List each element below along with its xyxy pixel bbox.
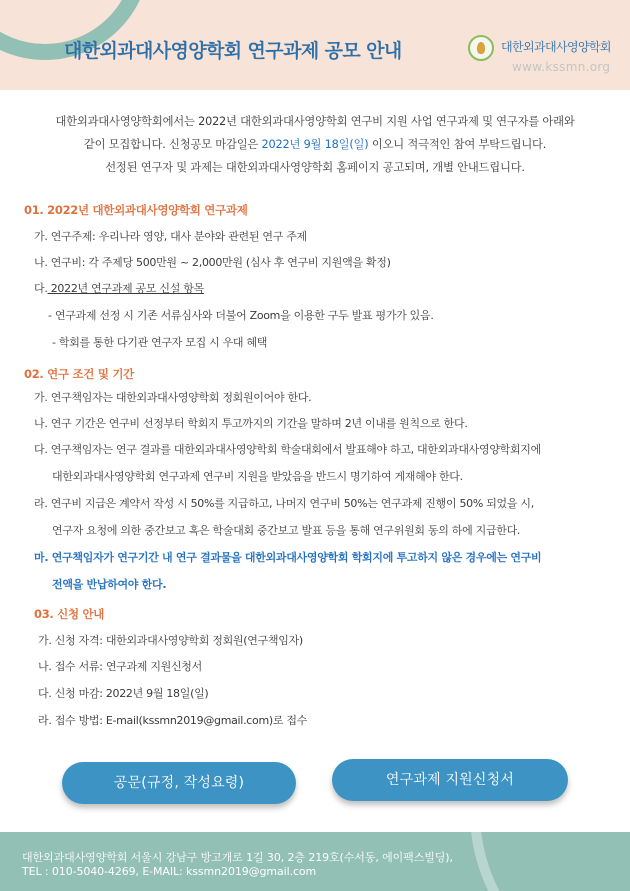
section-2-item-b: 나. 연구 기간은 연구비 선정부터 학회지 투고까지의 기간을 말하며 2년 이내를 원칙으로 한다. xyxy=(34,417,468,430)
section-2-item-c-line-1: 다. 연구책임자는 연구 결과를 대한외과대사영양학회 학술대회에서 발표해야 하고, 대한외과대사영양학회지에 xyxy=(34,443,541,456)
society-website-url[interactable]: www.kssmn.org xyxy=(512,60,611,74)
intro-line-1: 대한외과대사영양학회에서는 2022년 대한외과대사영양학회 연구비 지원 사업 연구과제 및 연구자를 아래와 xyxy=(55,115,575,128)
intro-line-2-start: 같이 모집합니다. 신청공모 마감일은 xyxy=(83,138,262,151)
section-1-title: 01. 2022년 대한외과대사영양학회 연구과제 xyxy=(24,203,248,217)
page-header xyxy=(0,0,630,90)
deadline-highlight: 2022년 9월 18일(일) xyxy=(261,138,369,151)
intro-line-2-end: 이오니 적극적인 참여 부탁드립니다. xyxy=(368,138,547,151)
section-1-item-b: 나. 연구비: 각 주제당 500만원 ~ 2,000만원 (심사 후 연구비 지원액을 확정) xyxy=(34,256,391,269)
section-3-item-a: 가. 신청 자격: 대한외과대사영양학회 정회원(연구책임자) xyxy=(38,634,303,647)
section-1-item-c-prefix: 다. xyxy=(34,282,48,295)
intro-paragraph xyxy=(18,110,612,179)
section-2-item-e-line-2: 전액을 반납하여야 한다. xyxy=(52,578,167,591)
footer-decorative-arc xyxy=(470,832,630,891)
section-3-item-b: 나. 접수 서류: 연구과제 지원신청서 xyxy=(38,660,202,673)
intro-line-2 xyxy=(18,133,612,156)
section-2-item-d-line-1: 라. 연구비 지급은 계약서 작성 시 50%를 지급하고, 나머지 연구비 50%는 연구과제 진행이 50% 되었을 시, xyxy=(34,497,534,510)
section-1-subitem-2: - 학회를 통한 다기관 연구자 모집 시 우대 혜택 xyxy=(52,336,268,349)
section-3-item-d: 라. 접수 방법: E-mail(kssmn2019@gmail.com)로 접수 xyxy=(38,714,308,727)
society-emblem-icon xyxy=(468,35,494,61)
section-2-item-e-line-1: 마. 연구책임자가 연구기간 내 연구 결과물을 대한외과대사영양학회 학회지에 투고하지 않은 경우에는 연구비 xyxy=(34,551,542,564)
section-2-item-d-line-2: 연구자 요청에 의한 중간보고 혹은 학술대회 중간보고 발표 등을 통해 연구위원회 동의 하에 지급한다. xyxy=(52,524,521,537)
section-2-item-a: 가. 연구책임자는 대한외과대사영양학회 정회원이어야 한다. xyxy=(34,391,312,404)
footer-address: 대한외과대사영양학회 서울시 강남구 방고개로 1길 30, 2층 219호(수서동, 에이팩스빌딩), xyxy=(22,851,453,864)
intro-line-3: 선정된 연구자 및 과제는 대한외과대사영양학회 홈페이지 공고되며, 개별 안내드립니다. xyxy=(105,161,525,174)
rules-document-button[interactable]: 공문(규정, 작성요령) xyxy=(62,762,296,804)
section-1-subitem-1: - 연구과제 선정 시 기존 서류심사와 더불어 Zoom을 이용한 구두 발표 평가가 있음. xyxy=(48,309,434,322)
footer-contact: TEL : 010-5040-4269, E-MAIL: kssmn2019@gmail.com xyxy=(22,865,317,878)
society-logo-name: 대한외과대사영양학회 xyxy=(501,40,611,54)
section-2-title: 02. 연구 조건 및 기간 xyxy=(24,367,134,381)
page-title: 대한외과대사영양학회 연구과제 공모 안내 xyxy=(64,40,402,62)
section-1-item-a: 가. 연구주제: 우리나라 영양, 대사 분야와 관련된 연구 주제 xyxy=(34,230,307,243)
page-footer xyxy=(0,832,630,891)
section-3-title: 03. 신청 안내 xyxy=(34,607,105,621)
section-2-item-c-line-2: 대한외과대사영양학회 연구과제 연구비 지원을 받았음을 반드시 명기하여 게재해야 한다. xyxy=(52,470,463,483)
application-form-button[interactable]: 연구과제 지원신청서 xyxy=(332,759,568,801)
section-3-item-c: 다. 신청 마감: 2022년 9월 18일(일) xyxy=(38,687,209,700)
section-1-item-c xyxy=(34,280,204,296)
section-1-item-c-underlined: 2022년 연구과제 공모 신설 항목 xyxy=(47,282,204,295)
